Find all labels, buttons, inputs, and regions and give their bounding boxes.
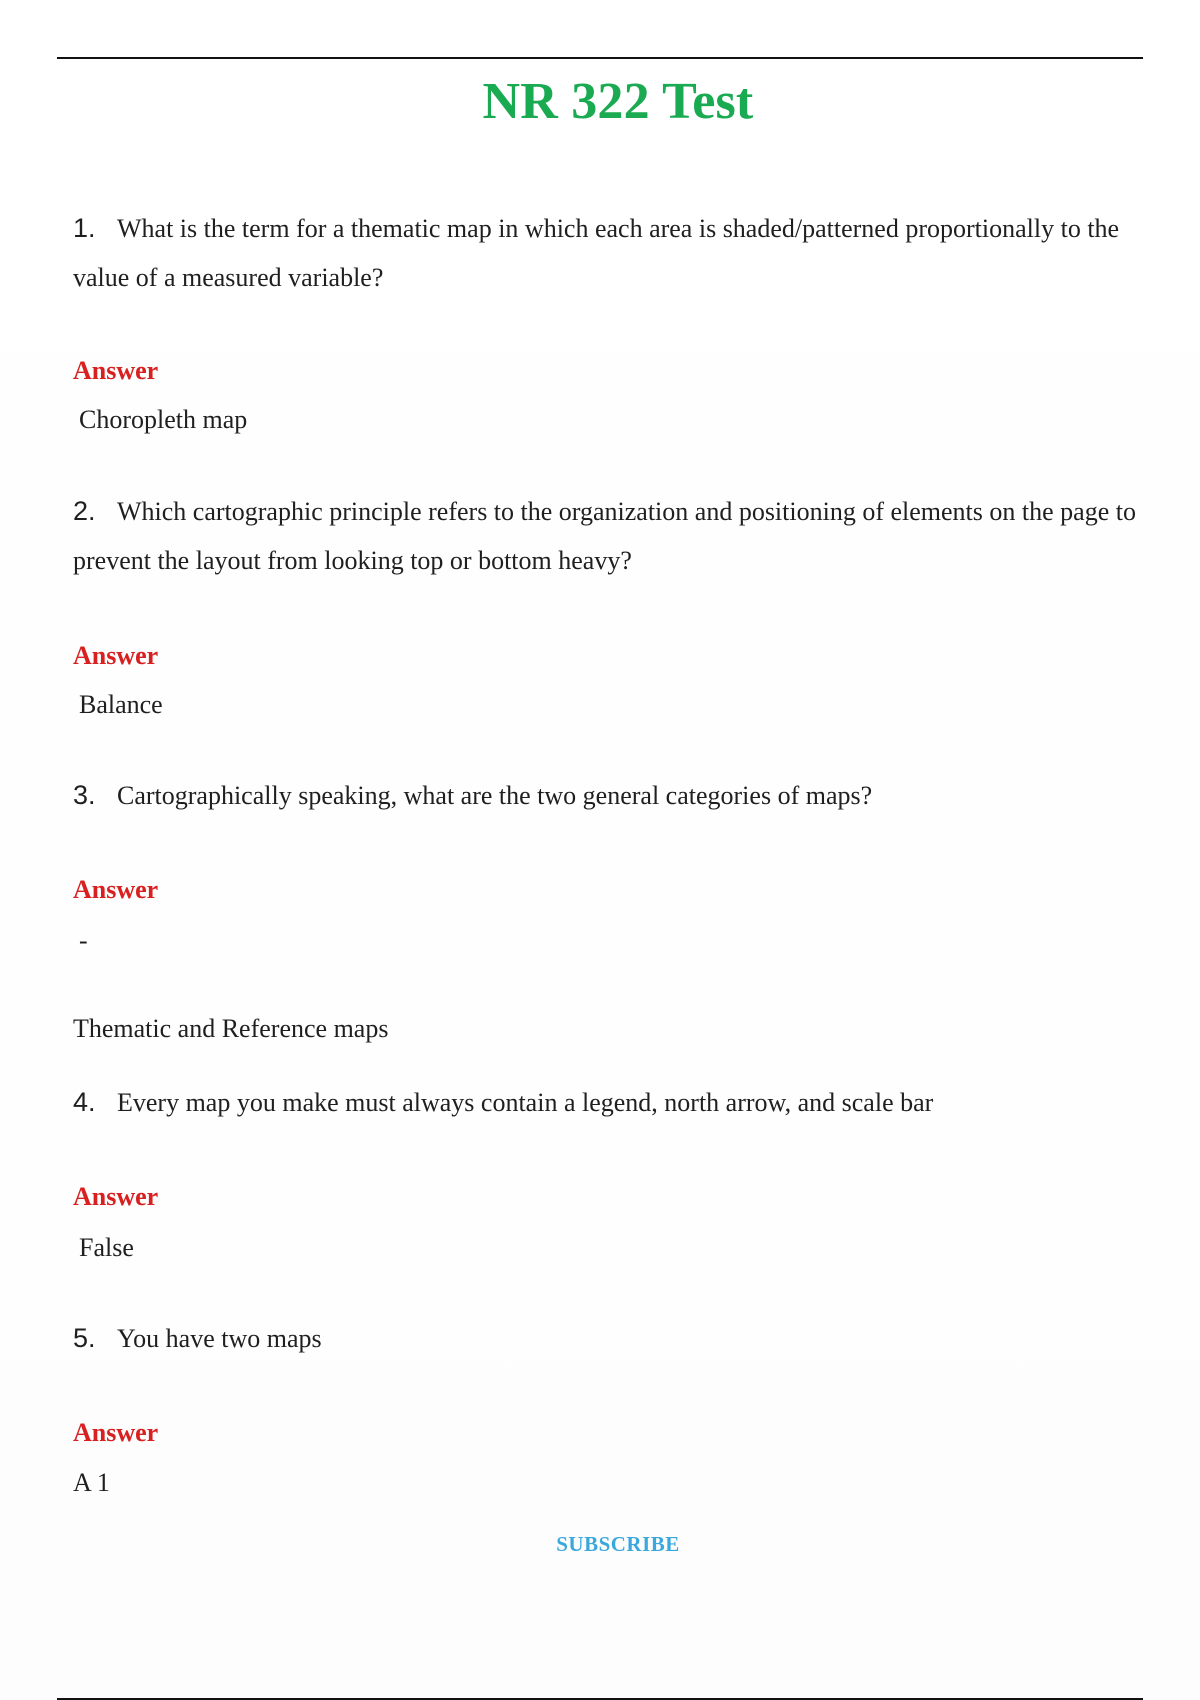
answer-text-2: Balance (79, 690, 163, 719)
answer-label-2: Answer (73, 641, 159, 670)
question-1 (73, 204, 1148, 302)
answer-text-1: Choropleth map (79, 405, 248, 434)
question-number: 3. (73, 780, 96, 810)
answer-dash-3: - (79, 926, 88, 955)
question-number: 4. (73, 1087, 96, 1117)
answer-label-3: Answer (73, 875, 159, 904)
question-2 (73, 487, 1148, 585)
question-4 (73, 1078, 1148, 1127)
top-rule (57, 57, 1143, 59)
answer-label-4: Answer (73, 1182, 159, 1211)
answer-text-4: False (79, 1233, 134, 1262)
question-text: Every map you make must always contain a legend, north arrow, and scale bar (117, 1088, 934, 1117)
answer-label-1: Answer (73, 356, 159, 385)
page-title: NR 322 Test (482, 73, 754, 130)
question-number: 2. (73, 496, 96, 526)
answer-text-5: A 1 (73, 1468, 110, 1497)
question-text: What is the term for a thematic map in which each area is shaded/patterned proportionally to the value of a measured variable? (73, 214, 1120, 292)
question-text: Which cartographic principle refers to the organization and positioning of elements on the page to prevent the layout from looking top or bottom heavy? (73, 497, 1136, 575)
question-3 (73, 771, 1148, 820)
answer-label-5: Answer (73, 1418, 159, 1447)
answer-text-3: Thematic and Reference maps (73, 1014, 389, 1043)
subscribe-link[interactable]: SUBSCRIBE (556, 1532, 680, 1556)
question-number: 5. (73, 1323, 96, 1353)
question-text: You have two maps (117, 1324, 322, 1353)
question-text: Cartographically speaking, what are the two general categories of maps? (117, 781, 873, 810)
question-5 (73, 1314, 1148, 1363)
question-number: 1. (73, 213, 96, 243)
